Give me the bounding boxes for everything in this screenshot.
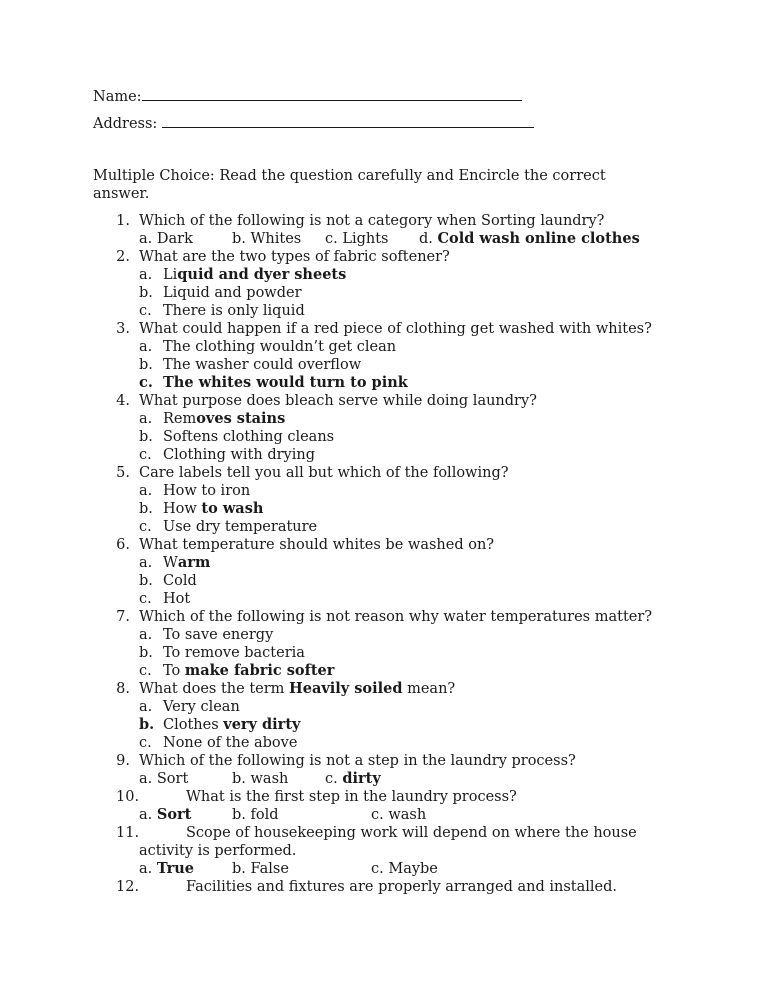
option-b[interactable]	[232, 860, 289, 878]
option-text: Dark	[156, 231, 193, 247]
option-text: Sort	[156, 771, 189, 787]
option-letter: a.	[139, 771, 153, 787]
question-text-continued: activity is performed.	[139, 843, 297, 859]
question-number: 6.	[116, 537, 130, 553]
option-letter: b.	[139, 716, 155, 733]
option-answer-bold: Sort	[156, 806, 192, 823]
instructions-line-2: answer.	[93, 186, 150, 202]
option-a[interactable]	[139, 230, 193, 248]
option-answer-bold: dirty	[342, 770, 381, 787]
option-b[interactable]	[139, 572, 197, 590]
option-text: Liquid and powder	[163, 285, 302, 301]
option-letter: a.	[139, 267, 153, 283]
option-text: How to iron	[163, 483, 251, 499]
question-number: 12.	[116, 879, 140, 895]
question-text: Facilities and fixtures are properly arranged and installed.	[186, 879, 617, 895]
option-text: wash	[388, 807, 427, 823]
option-letter: c.	[139, 519, 152, 535]
option-answer-bold: very dirty	[223, 716, 301, 733]
option-letter: c.	[371, 807, 384, 823]
option-letter: a.	[139, 861, 153, 877]
option-a[interactable]	[139, 482, 250, 500]
option-letter: b.	[139, 429, 153, 445]
option-letter: a.	[139, 807, 153, 823]
option-d[interactable]	[419, 230, 640, 248]
option-answer-bold: arm	[177, 554, 211, 571]
option-text: Softens clothing cleans	[163, 429, 335, 445]
question-text-bold: Heavily soiled	[289, 680, 403, 697]
option-a[interactable]	[139, 338, 396, 356]
question-number: 7.	[116, 609, 130, 625]
question-number: 10.	[116, 789, 140, 805]
option-letter: c.	[139, 663, 152, 679]
option-letter: c.	[139, 447, 152, 463]
option-b[interactable]	[232, 230, 301, 248]
address-label: Address:	[93, 116, 158, 132]
option-a[interactable]	[139, 626, 273, 644]
option-c[interactable]	[325, 230, 389, 248]
option-b[interactable]	[139, 356, 361, 374]
option-text: None of the above	[163, 735, 298, 751]
option-a[interactable]	[139, 266, 346, 284]
option-c[interactable]	[325, 770, 381, 788]
name-blank-line[interactable]	[142, 86, 522, 101]
question-number: 2.	[116, 249, 130, 265]
address-field[interactable]	[93, 113, 534, 133]
option-text: Very clean	[163, 699, 240, 715]
question-text: What is the first step in the laundry process?	[186, 789, 517, 805]
option-letter: c.	[139, 303, 152, 319]
option-b[interactable]	[139, 644, 305, 662]
option-a[interactable]	[139, 410, 285, 428]
option-a[interactable]	[139, 860, 194, 878]
option-text: Clothes	[163, 717, 224, 733]
question-text-post: mean?	[402, 681, 456, 697]
option-text: The clothing wouldn’t get clean	[163, 339, 397, 355]
option-letter: b.	[139, 645, 153, 661]
option-letter: c.	[139, 374, 153, 391]
option-letter: c.	[139, 591, 152, 607]
question-text: Care labels tell you all but which of the following?	[139, 465, 509, 481]
option-letter: b.	[232, 861, 246, 877]
option-answer-bold: The whites would turn to pink	[163, 374, 408, 391]
option-answer-bold: Cold wash online clothes	[437, 230, 640, 247]
question-text: What are the two types of fabric softener?	[139, 249, 450, 265]
option-text: To	[163, 663, 185, 679]
option-text: Whites	[250, 231, 302, 247]
address-blank-line[interactable]	[162, 113, 534, 128]
option-text: Rem	[163, 411, 197, 427]
name-field[interactable]	[93, 86, 522, 106]
option-letter: a.	[139, 627, 153, 643]
question-text: Which of the following is not reason why water temperatures matter?	[139, 609, 653, 625]
option-c[interactable]	[139, 662, 334, 680]
option-b[interactable]	[139, 428, 334, 446]
question-number: 3.	[116, 321, 130, 337]
option-text: fold	[250, 807, 279, 823]
option-a[interactable]	[139, 770, 188, 788]
option-b[interactable]	[139, 284, 302, 302]
option-text: Hot	[163, 591, 191, 607]
option-text: False	[250, 861, 289, 877]
option-a[interactable]	[139, 806, 191, 824]
question-text: Which of the following is not a category when Sorting laundry?	[139, 213, 605, 229]
option-c[interactable]	[371, 860, 438, 878]
option-a[interactable]	[139, 698, 240, 716]
question-text: What could happen if a red piece of clothing get washed with whites?	[139, 321, 652, 337]
option-letter: c.	[325, 771, 338, 787]
option-text: Lights	[342, 231, 389, 247]
option-letter: a.	[139, 231, 153, 247]
option-answer-bold: quid and dyer sheets	[177, 266, 347, 283]
option-text: Li	[163, 267, 178, 283]
option-letter: a.	[139, 483, 153, 499]
option-text: There is only liquid	[163, 303, 305, 319]
name-label: Name:	[93, 89, 142, 105]
option-b[interactable]	[232, 770, 288, 788]
option-text: The washer could overflow	[163, 357, 362, 373]
option-c[interactable]	[139, 374, 408, 392]
question-text: What temperature should whites be washed on?	[139, 537, 495, 553]
question-text-pre: What does the term	[139, 681, 290, 697]
option-letter: c.	[139, 735, 152, 751]
option-b[interactable]	[139, 716, 300, 734]
option-letter: b.	[232, 771, 246, 787]
question-text: Scope of housekeeping work will depend on where the house	[186, 825, 637, 841]
option-letter: d.	[419, 231, 433, 247]
question-number: 5.	[116, 465, 130, 481]
option-b[interactable]	[139, 500, 263, 518]
question-number: 4.	[116, 393, 130, 409]
option-letter: b.	[139, 501, 153, 517]
option-text: Cold	[163, 573, 197, 589]
question-number: 1.	[116, 213, 130, 229]
option-letter: a.	[139, 699, 153, 715]
option-letter: b.	[232, 231, 246, 247]
option-text: How	[163, 501, 202, 517]
option-text: To remove bacteria	[163, 645, 305, 661]
option-c[interactable]	[371, 806, 426, 824]
question-number: 11.	[116, 825, 140, 841]
option-a[interactable]	[139, 554, 210, 572]
option-text: Use dry temperature	[163, 519, 318, 535]
option-b[interactable]	[232, 806, 279, 824]
question-text: What purpose does bleach serve while doing laundry?	[139, 393, 537, 409]
instructions-line-1: Multiple Choice: Read the question carefully and Encircle the correct	[93, 168, 606, 184]
option-letter: b.	[139, 357, 153, 373]
option-text: To save energy	[163, 627, 274, 643]
option-letter: b.	[139, 573, 153, 589]
option-letter: c.	[325, 231, 338, 247]
option-text: Clothing with drying	[163, 447, 315, 463]
option-text: Maybe	[388, 861, 438, 877]
option-answer-bold: make fabric softer	[184, 662, 335, 679]
option-c[interactable]	[139, 302, 305, 320]
option-letter: b.	[232, 807, 246, 823]
option-c[interactable]	[139, 446, 315, 464]
option-letter: b.	[139, 285, 153, 301]
question-text	[139, 680, 455, 698]
option-letter: a.	[139, 411, 153, 427]
option-answer-bold: to wash	[201, 500, 264, 517]
option-c[interactable]	[139, 518, 317, 536]
option-c[interactable]	[139, 590, 190, 608]
option-answer-bold: oves stains	[196, 410, 286, 427]
option-answer-bold: True	[156, 860, 195, 877]
option-text: wash	[250, 771, 289, 787]
question-number: 8.	[116, 681, 130, 697]
option-letter: c.	[371, 861, 384, 877]
option-letter: a.	[139, 555, 153, 571]
option-text: W	[163, 555, 178, 571]
option-c[interactable]	[139, 734, 297, 752]
question-number: 9.	[116, 753, 130, 769]
question-text: Which of the following is not a step in the laundry process?	[139, 753, 576, 769]
option-letter: a.	[139, 339, 153, 355]
